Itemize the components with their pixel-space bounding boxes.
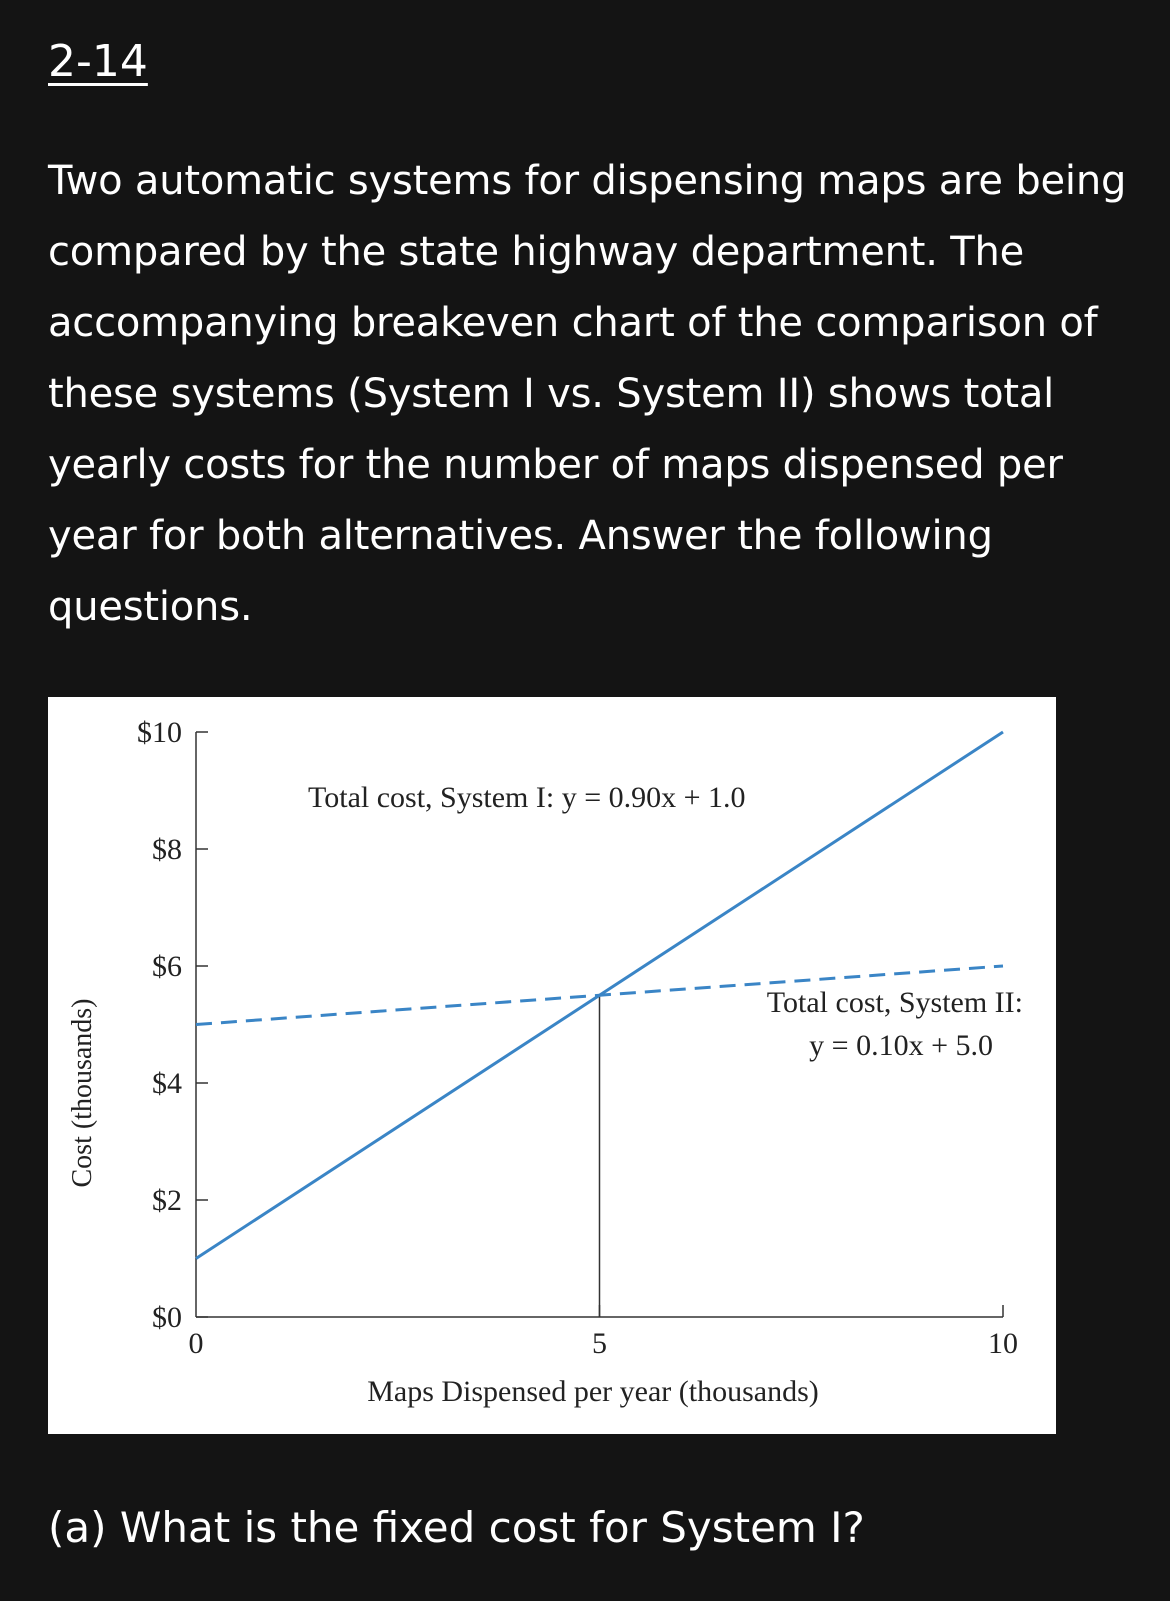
x-tick-label: 0 bbox=[188, 1327, 204, 1360]
system-2-label-line2: y = 0.10x + 5.0 bbox=[809, 1029, 993, 1062]
y-tick-label: $2 bbox=[152, 1184, 182, 1217]
x-tick-label: 10 bbox=[988, 1327, 1018, 1360]
y-tick-label: $10 bbox=[137, 716, 182, 749]
x-axis-ticks bbox=[189, 1305, 1019, 1360]
y-tick-label: $6 bbox=[152, 950, 182, 983]
y-tick-label: $8 bbox=[152, 833, 182, 866]
chart-svg bbox=[48, 697, 1056, 1434]
x-tick-label: 5 bbox=[592, 1327, 607, 1360]
x-axis-label: Maps Dispensed per year (thousands) bbox=[367, 1375, 819, 1408]
y-axis-label: Cost (thousands) bbox=[67, 998, 98, 1188]
breakeven-chart bbox=[48, 697, 1056, 1434]
y-tick-label: $0 bbox=[152, 1301, 182, 1334]
system-2-label-line1: Total cost, System II: bbox=[766, 986, 1023, 1019]
system-1-label: Total cost, System I: y = 0.90x + 1.0 bbox=[308, 781, 746, 814]
question-a: (a) What is the fixed cost for System I? bbox=[48, 1503, 865, 1552]
problem-number: 2-14 bbox=[48, 36, 148, 87]
y-tick-label: $4 bbox=[152, 1067, 182, 1100]
problem-statement: Two automatic systems for dispensing maps are being compared by the state highway department. The accompanying breakeven chart of the comparison of these systems (System I vs. System II) shows total yearly costs for the number of maps dispensed per year for both alternatives. Answer the following questions. bbox=[48, 158, 1127, 630]
